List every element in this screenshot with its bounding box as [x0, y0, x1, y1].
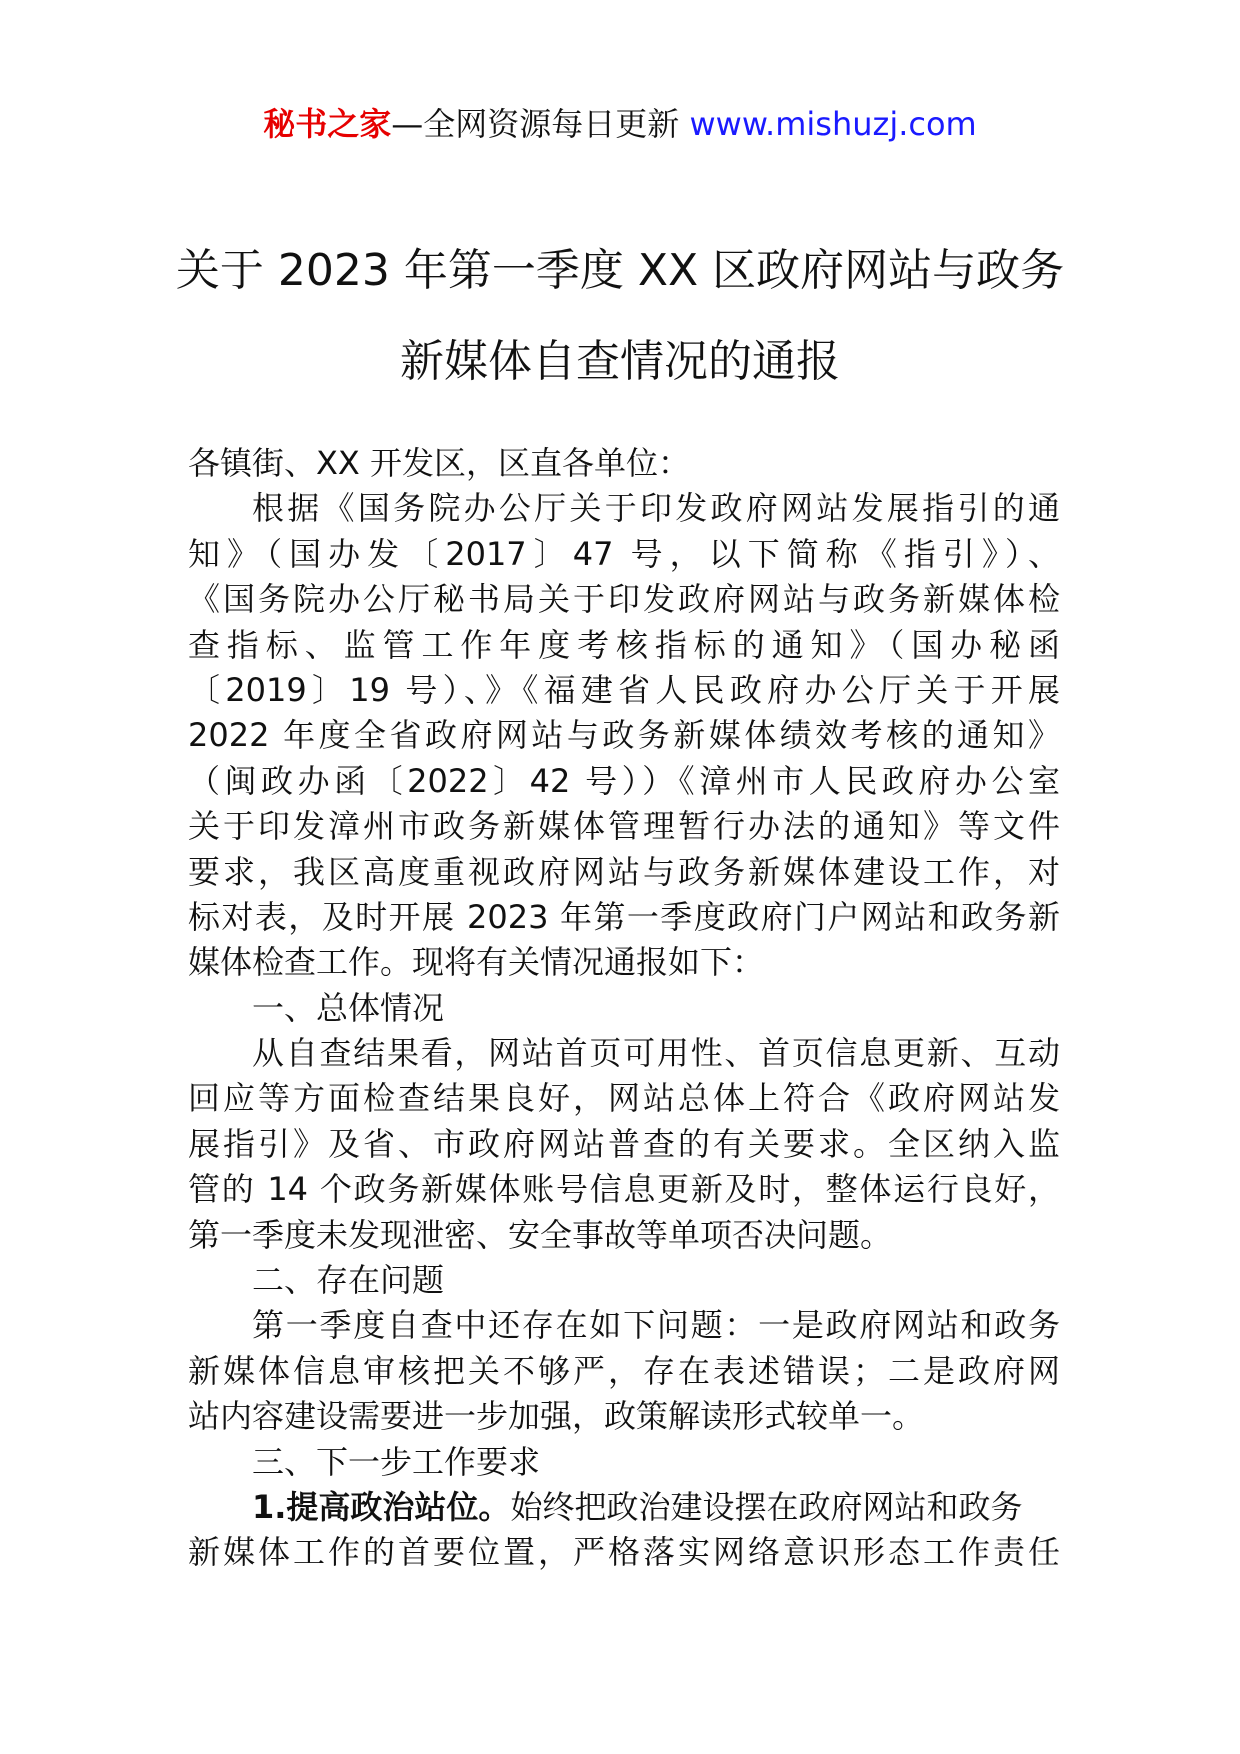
paragraph-line: 要求，我区高度重视政府网站与政务新媒体建设工作，对	[188, 852, 1060, 891]
paragraph-line: 查指标、监管工作年度考核指标的通知》（国办秘函	[188, 625, 1060, 664]
site-url-link[interactable]: www.mishuzj.com	[689, 105, 977, 143]
paragraph-line: 站内容建设需要进一步加强，政策解读形式较单一。	[188, 1397, 925, 1436]
paragraph-line: 从自查结果看，网站首页可用性、首页信息更新、互动	[252, 1034, 1060, 1073]
paragraph-line: 标对表，及时开展 2023 年第一季度政府门户网站和政务新	[188, 897, 1060, 936]
document-body	[188, 441, 1060, 1576]
paragraph-line: 根据《国务院办公厅关于印发政府网站发展指引的通	[252, 489, 1060, 528]
header-tagline: —全网资源每日更新	[391, 105, 680, 143]
item-lead-bold: 1.提高政治站位。	[252, 1487, 511, 1526]
section-heading-3: 三、下一步工作要求	[252, 1442, 541, 1481]
title-line-1: 关于 2023 年第一季度 XX 区政府网站与政务	[175, 245, 1065, 296]
paragraph-line: 知》（国办发〔2017〕47 号，以下简称《指引》）、	[188, 534, 1060, 573]
paragraph-line	[188, 1485, 1060, 1530]
paragraph-line: 关于印发漳州市政务新媒体管理暂行办法的通知》等文件	[188, 807, 1060, 846]
paragraph-line: 新媒体工作的首要位置，严格落实网络意识形态工作责任	[188, 1533, 1060, 1572]
paragraph-line: 2022 年度全省政府网站与政务新媒体绩效考核的通知》	[188, 716, 1060, 755]
title-line-2: 新媒体自查情况的通报	[400, 336, 840, 387]
brand-name: 秘书之家	[263, 105, 392, 143]
document-title	[150, 225, 1090, 407]
site-header	[0, 104, 1240, 144]
paragraph-line: 第一季度未发现泄密、安全事故等单项否决问题。	[188, 1215, 893, 1254]
paragraph-line: 新媒体信息审核把关不够严，存在表述错误；二是政府网	[188, 1351, 1060, 1390]
salutation: 各镇街、XX 开发区，区直各单位：	[188, 444, 691, 482]
paragraph-line: 管的 14 个政务新媒体账号信息更新及时，整体运行良好，	[188, 1170, 1060, 1209]
paragraph-line: 展指引》及省、市政府网站普查的有关要求。全区纳入监	[188, 1124, 1060, 1163]
item-text: 始终把政治建设摆在政府网站和政务	[510, 1487, 1023, 1526]
paragraph-line: 〔2019〕19 号）、》《福建省人民政府办公厅关于开展	[188, 670, 1060, 709]
section-heading-2: 二、存在问题	[252, 1261, 445, 1300]
paragraph-line: 媒体检查工作。现将有关情况通报如下：	[188, 943, 765, 982]
section-heading-1: 一、总体情况	[252, 988, 445, 1027]
paragraph-line: 第一季度自查中还存在如下问题：一是政府网站和政务	[252, 1306, 1060, 1345]
paragraph-line: 回应等方面检查结果良好，网站总体上符合《政府网站发	[188, 1079, 1060, 1118]
paragraph-line: （闽政办函〔2022〕42 号））《漳州市人民政府办公室	[188, 761, 1060, 800]
paragraph-line: 《国务院办公厅秘书局关于印发政府网站与政务新媒体检	[188, 580, 1060, 619]
